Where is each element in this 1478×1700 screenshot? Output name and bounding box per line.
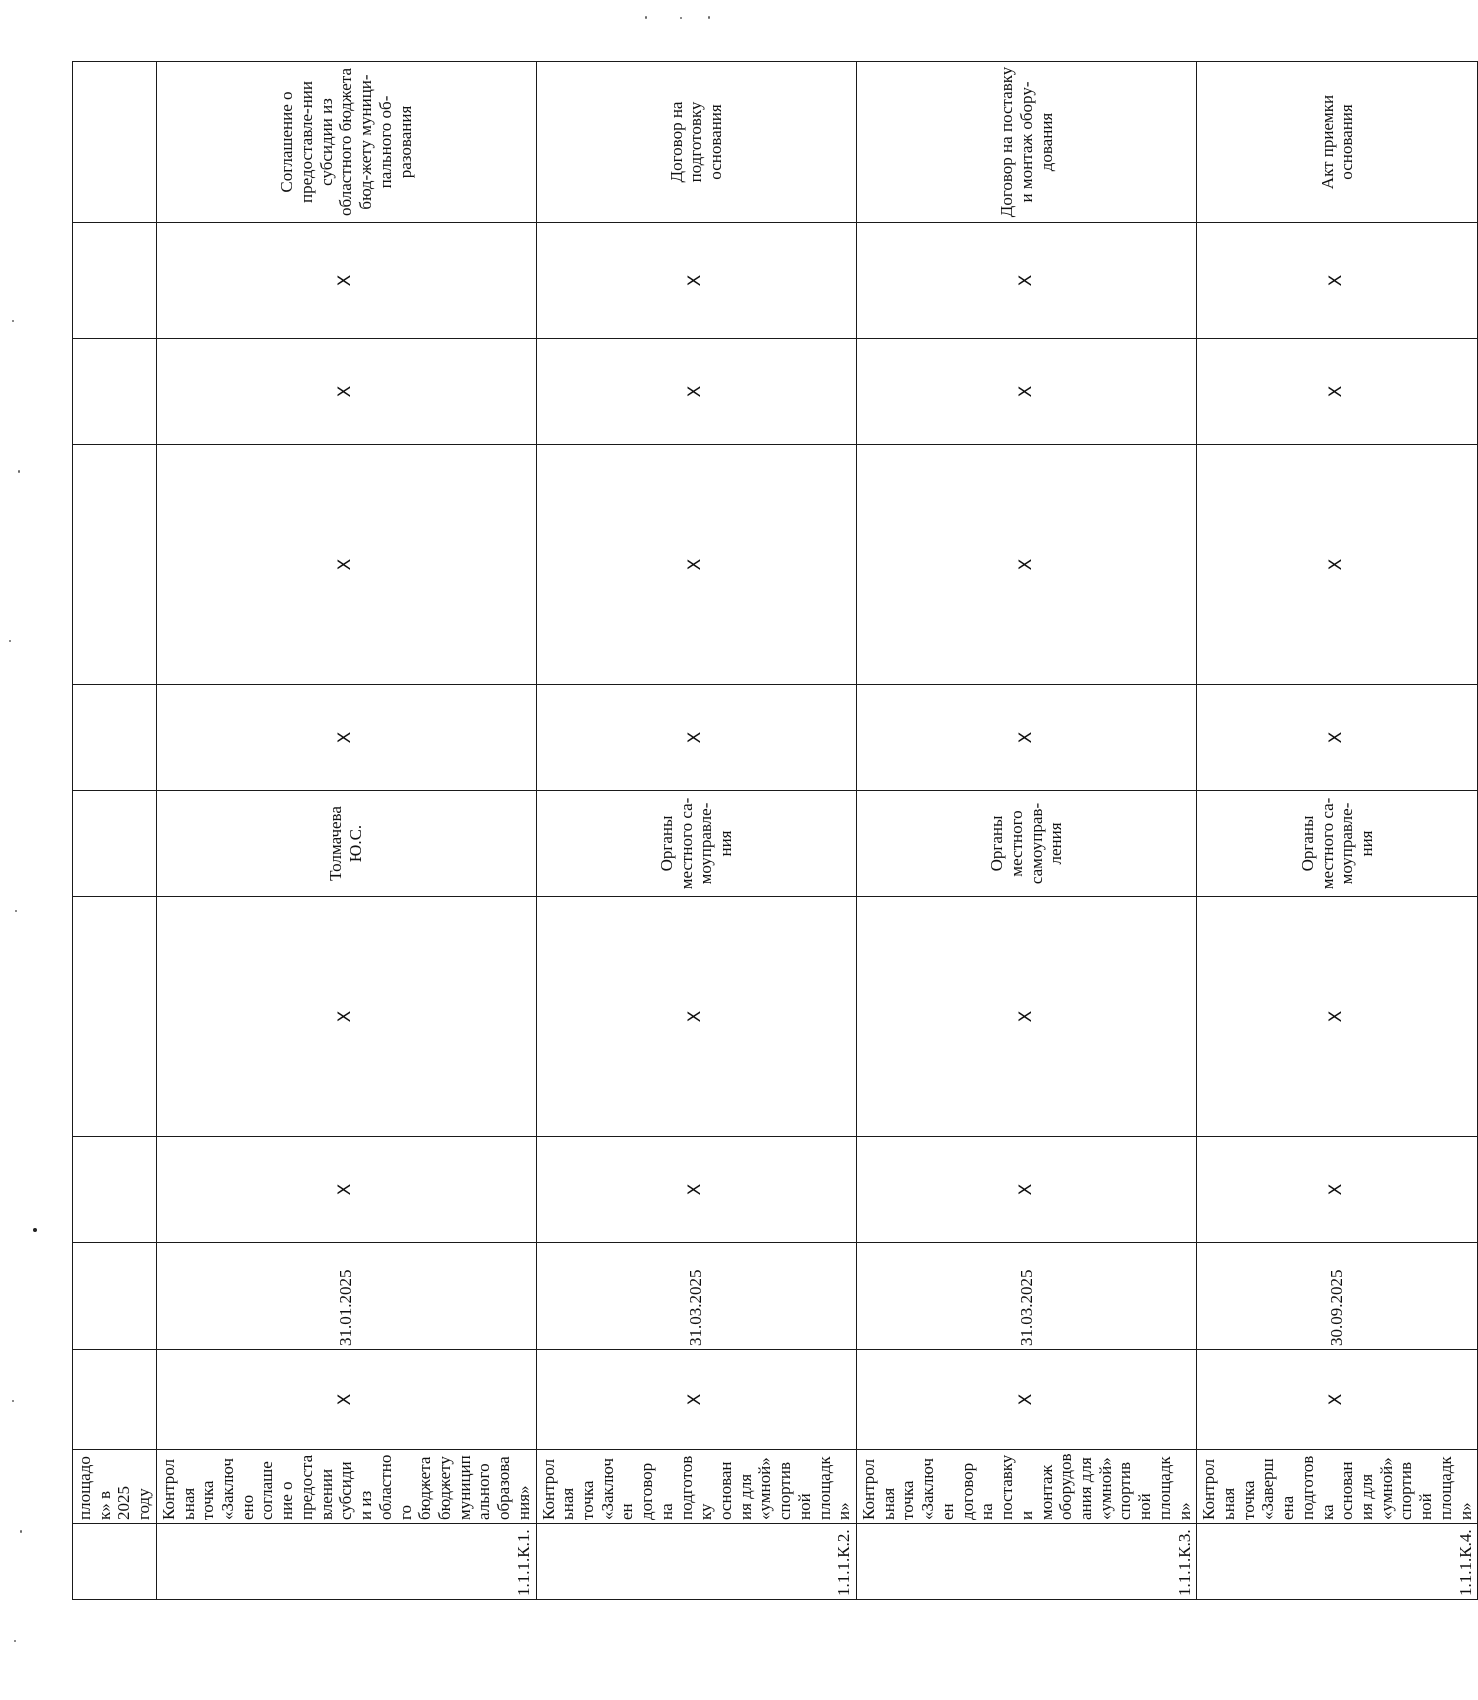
cross-mark: X [536,1350,857,1450]
header-cell-code [73,1524,157,1600]
scan-speck [33,1228,37,1232]
cross-mark: X [1197,685,1478,791]
row-document: Договор на подготовку основания [536,62,857,223]
header-cell [73,223,157,339]
cross-mark: X [857,897,1197,1137]
cross-mark: X [156,897,536,1137]
table-row [156,62,536,1600]
row-name: Контрольная точка «Заключен договор на поставку и монтаж оборудования для «умной» спортивной площадки» [857,1450,1197,1524]
scan-speck [20,1530,22,1533]
cross-mark: X [156,1350,536,1450]
row-date: 30.09.2025 [1197,1243,1478,1350]
cross-mark: X [1197,445,1478,685]
cross-mark: X [156,445,536,685]
row-code: 1.1.1.К.3. [857,1524,1197,1600]
header-cell [73,1350,157,1450]
cross-mark: X [1197,339,1478,445]
cross-mark: X [857,1350,1197,1450]
row-date: 31.03.2025 [536,1243,857,1350]
cross-mark: X [857,339,1197,445]
row-code: 1.1.1.К.4. [1197,1524,1478,1600]
row-name: Контрольная точка «Заключен договор на подготовку основания для «умной» спортивной площадки» [536,1450,857,1524]
cross-mark: X [1197,1137,1478,1243]
header-cell [73,791,157,897]
cross-mark: X [536,1137,857,1243]
cross-mark: X [1197,1350,1478,1450]
table-row [1197,62,1478,1600]
document-page [72,62,1475,1600]
scan-speck [18,470,20,473]
scan-speck [14,1640,16,1642]
row-responsible: Органы местного са-моуправле-ния [1197,791,1478,897]
rotated-table-wrapper [72,62,1475,1600]
table-row [536,62,857,1600]
table-row-header-continuation [73,62,157,1600]
cross-mark: X [156,685,536,791]
cross-mark: X [857,445,1197,685]
scan-speck [645,16,647,19]
cross-mark: X [857,1137,1197,1243]
header-cell [73,445,157,685]
cross-mark: X [536,685,857,791]
header-cell [73,1137,157,1243]
header-cell [73,897,157,1137]
cross-mark: X [156,1137,536,1243]
header-cell [73,339,157,445]
row-name: Контрольная точка «Заключено соглашение о предоставлении субсидии из областного бюджета бюджету муниципального образования» [156,1450,536,1524]
header-cell [73,62,157,223]
scan-speck [708,16,710,19]
row-document: Соглашение о предоставле-нии субсидии из областного бюджета бюд-жету муници-пального об-разования [156,62,536,223]
scan-speck [680,17,682,19]
row-code: 1.1.1.К.1. [156,1524,536,1600]
cross-mark: X [857,223,1197,339]
scan-speck [12,320,14,322]
row-document: Акт приемки основания [1197,62,1478,223]
scan-speck [15,910,17,912]
cross-mark: X [1197,223,1478,339]
row-document: Договор на поставку и монтаж обору-дования [857,62,1197,223]
cross-mark: X [857,685,1197,791]
row-name: Контрольная точка «Завершена подготовка основания для «умной» спортивной площадки» [1197,1450,1478,1524]
header-cell [73,685,157,791]
cross-mark: X [536,339,857,445]
cross-mark: X [536,223,857,339]
cross-mark: X [536,445,857,685]
header-cell [73,1243,157,1350]
cross-mark: X [156,339,536,445]
row-code: 1.1.1.К.2. [536,1524,857,1600]
row-responsible: Органы местного самоуправ-ления [857,791,1197,897]
table-row [857,62,1197,1600]
row-responsible: Органы местного са-моуправле-ния [536,791,857,897]
cross-mark: X [156,223,536,339]
cross-mark: X [1197,897,1478,1137]
control-points-table [72,61,1478,1600]
scan-speck [9,640,11,642]
row-date: 31.03.2025 [857,1243,1197,1350]
header-cell-name: площадок» в 2025 году [73,1450,157,1524]
cross-mark: X [536,897,857,1137]
row-date: 31.01.2025 [156,1243,536,1350]
scan-speck [12,1400,14,1402]
row-responsible: Толмачева Ю.С. [156,791,536,897]
